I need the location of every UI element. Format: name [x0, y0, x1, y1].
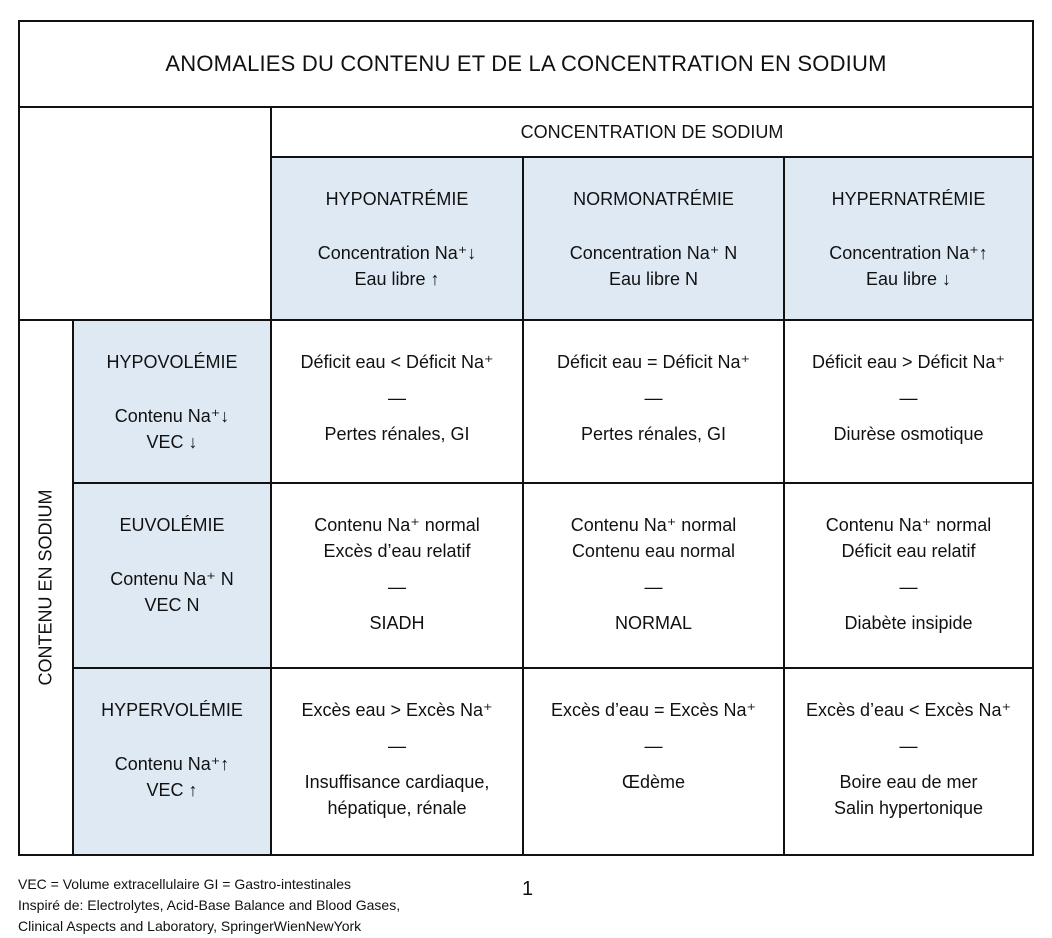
row-header-euvolemie: EUVOLÉMIE Contenu Na⁺ N VEC N [72, 482, 272, 669]
cell-hypovolemie-hyponatremie: Déficit eau < Déficit Na⁺ — Pertes rénales, GI [270, 319, 524, 484]
content-header: CONTENU EN SODIUM [18, 319, 74, 856]
cell-hypovolemie-hypernatremie: Déficit eau > Déficit Na⁺ — Diurèse osmotique [783, 319, 1034, 484]
corner-empty-cell [18, 106, 272, 321]
cell-euvolemie-hyponatremie: Contenu Na⁺ normal Excès d’eau relatif — SIADH [270, 482, 524, 669]
column-header-hyponatremie: HYPONATRÉMIE Concentration Na⁺↓ Eau libre ↑ [270, 156, 524, 321]
cell-euvolemie-normonatremie: Contenu Na⁺ normal Contenu eau normal — NORMAL [522, 482, 785, 669]
column-header-hypernatremie: HYPERNATRÉMIE Concentration Na⁺↑ Eau libre ↓ [783, 156, 1034, 321]
cell-hypervolemie-normonatremie: Excès d’eau = Excès Na⁺ — Œdème [522, 667, 785, 856]
cell-hypervolemie-hypernatremie: Excès d’eau < Excès Na⁺ — Boire eau de mer Salin hypertonique [783, 667, 1034, 856]
cell-hypervolemie-hyponatremie: Excès eau > Excès Na⁺ — Insuffisance cardiaque, hépatique, rénale [270, 667, 524, 856]
cell-hypovolemie-normonatremie: Déficit eau = Déficit Na⁺ — Pertes rénales, GI [522, 319, 785, 484]
footnote-line: Clinical Aspects and Laboratory, SpringerWienNewYork [18, 918, 362, 934]
footnote [18, 874, 498, 937]
page-number: 1 [522, 878, 534, 900]
row-header-hypovolemie: HYPOVOLÉMIE Contenu Na⁺↓ VEC ↓ [72, 319, 272, 484]
column-header-normonatremie: NORMONATRÉMIE Concentration Na⁺ N Eau libre N [522, 156, 785, 321]
footnote-line: VEC = Volume extracellulaire GI = Gastro-intestinales [18, 876, 352, 892]
cell-euvolemie-hypernatremie: Contenu Na⁺ normal Déficit eau relatif — Diabète insipide [783, 482, 1034, 669]
concentration-header: CONCENTRATION DE SODIUM [270, 106, 1034, 158]
table-title [18, 20, 1034, 108]
footnote-line: Inspiré de: Electrolytes, Acid-Base Balance and Blood Gases, [18, 897, 401, 913]
row-header-hypervolemie: HYPERVOLÉMIE Contenu Na⁺↑ VEC ↑ [72, 667, 272, 856]
title-text: ANOMALIES DU CONTENU ET DE LA CONCENTRATION EN SODIUM [165, 51, 887, 76]
